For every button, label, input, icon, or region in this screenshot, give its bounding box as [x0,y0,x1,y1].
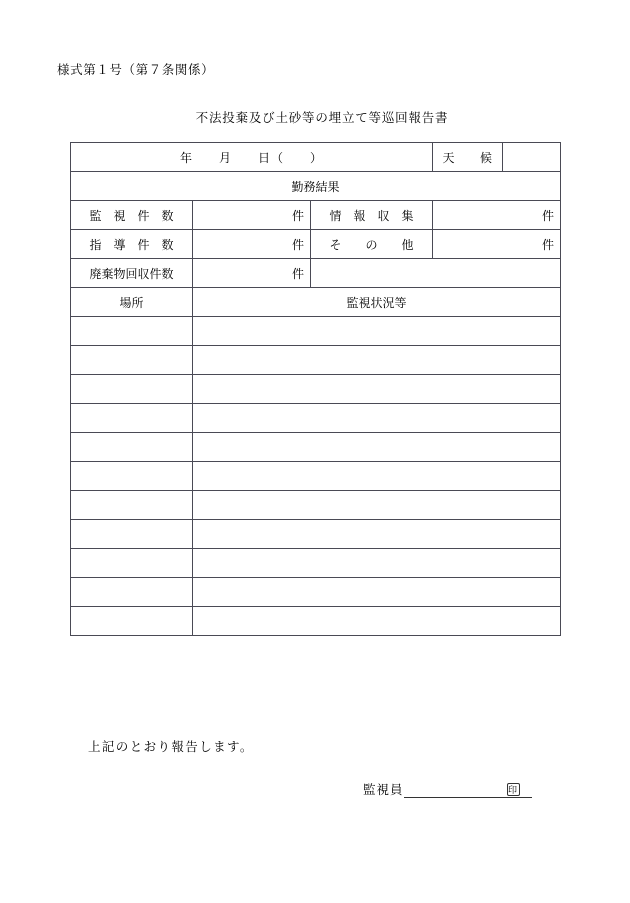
other-count-label: そ の 他 [311,230,433,259]
count-row-2 [71,230,561,259]
monitoring-count-value[interactable] [193,201,311,230]
table-row [71,520,561,549]
form-number: 様式第１号（第７条関係） [57,63,215,77]
date-field[interactable]: 年 月 日（ ） [71,143,433,172]
section-title: 勤務結果 [71,172,561,201]
record-status[interactable] [193,578,561,607]
info-collection-unit: 件 [542,208,555,223]
seal-icon: 印 [508,785,519,795]
guidance-count-unit: 件 [291,237,304,252]
section-title-row [71,172,561,201]
monitoring-count-unit: 件 [291,208,304,223]
record-place[interactable] [71,346,193,375]
table-row [71,346,561,375]
monitoring-count-label: 監 視 件 数 [71,201,193,230]
guidance-count-value[interactable] [193,230,311,259]
waste-collection-row [71,259,561,288]
page-title: 不法投棄及び土砂等の埋立て等巡回報告書 [195,111,449,125]
record-place[interactable] [71,578,193,607]
status-header: 監視状況等 [193,288,561,317]
record-place[interactable] [71,520,193,549]
table-row [71,433,561,462]
signature-line[interactable] [404,783,532,798]
table-row [71,317,561,346]
info-collection-label: 情 報 収 集 [311,201,433,230]
record-status[interactable] [193,549,561,578]
record-status[interactable] [193,520,561,549]
record-place[interactable] [71,404,193,433]
table-row [71,462,561,491]
signature-area [363,780,553,798]
info-collection-value[interactable] [433,201,561,230]
record-status[interactable] [193,317,561,346]
weather-value[interactable] [503,143,561,172]
guidance-count-label: 指 導 件 数 [71,230,193,259]
record-header-row [71,288,561,317]
report-table [70,142,561,636]
record-place[interactable] [71,607,193,636]
table-row [71,404,561,433]
record-status[interactable] [193,433,561,462]
other-count-value[interactable] [433,230,561,259]
record-place[interactable] [71,433,193,462]
weather-label: 天 候 [433,143,503,172]
record-place[interactable] [71,375,193,404]
record-place[interactable] [71,549,193,578]
other-count-unit: 件 [542,237,555,252]
record-status[interactable] [193,375,561,404]
record-place[interactable] [71,317,193,346]
table-row [71,375,561,404]
table-row [71,607,561,636]
table-row [71,491,561,520]
record-place[interactable] [71,491,193,520]
signature-label: 監視員 [363,783,404,797]
waste-collection-unit: 件 [291,266,304,281]
place-header: 場所 [71,288,193,317]
record-status[interactable] [193,404,561,433]
count-row-1 [71,201,561,230]
waste-collection-trailing [311,259,561,288]
waste-collection-value[interactable] [193,259,311,288]
record-status[interactable] [193,491,561,520]
record-status[interactable] [193,607,561,636]
record-status[interactable] [193,346,561,375]
date-weather-row [71,143,561,172]
record-status[interactable] [193,462,561,491]
waste-collection-label: 廃棄物回収件数 [71,259,193,288]
footer-note: 上記のとおり報告します。 [88,740,254,754]
table-row [71,578,561,607]
record-place[interactable] [71,462,193,491]
table-row [71,549,561,578]
